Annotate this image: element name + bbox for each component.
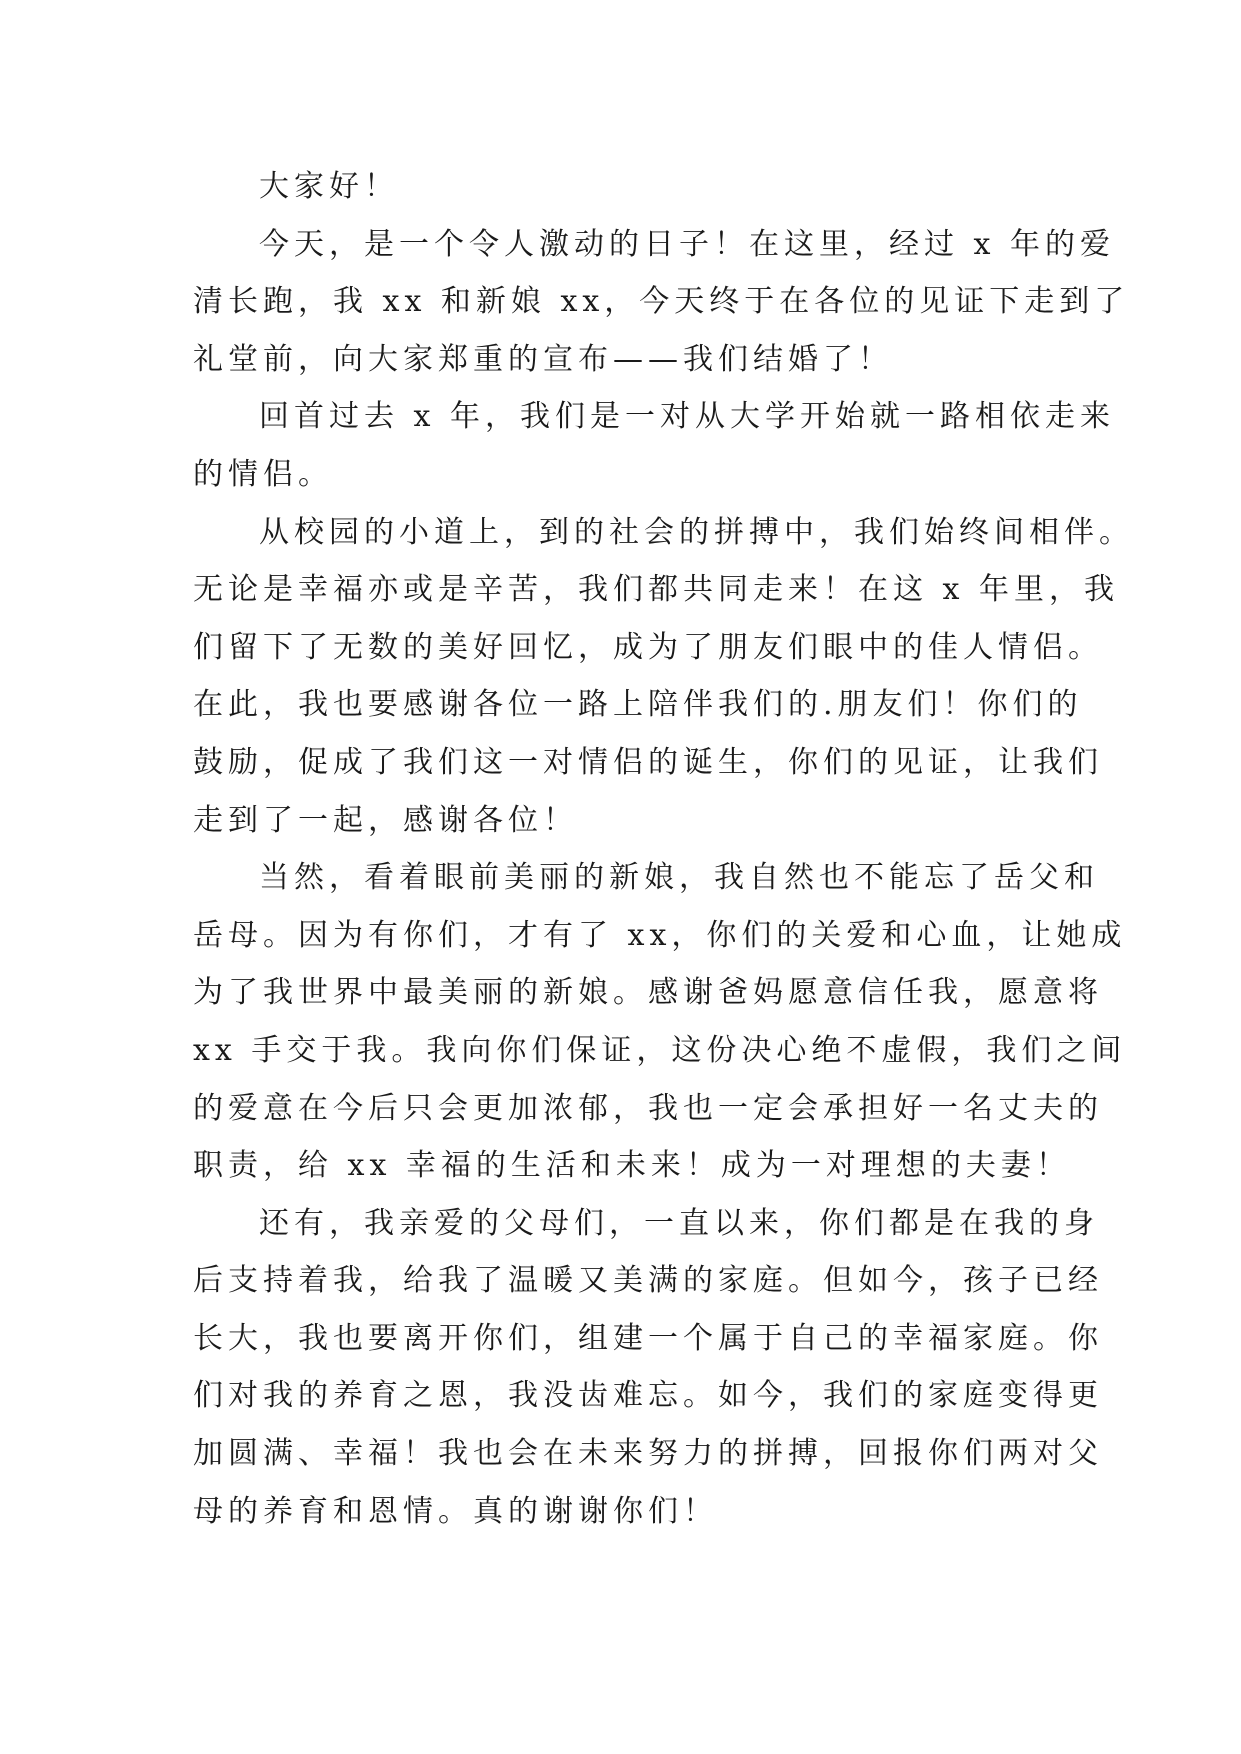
paragraph-2-line-2: 清长跑，我 xx 和新娘 xx，今天终于在各位的见证下走到了 xyxy=(193,284,1130,320)
paragraph-6-line-5: 加圆满、幸福！我也会在未来努力的拼搏，回报你们两对父 xyxy=(193,1436,1103,1472)
paragraph-3-line-1: 回首过去 x 年，我们是一对从大学开始就一路相依走来 xyxy=(259,399,1115,435)
paragraph-5-line-1: 当然，看着眼前美丽的新娘，我自然也不能忘了岳父和 xyxy=(259,860,1099,896)
paragraph-4-line-5: 鼓励，促成了我们这一对情侣的诞生，你们的见证，让我们 xyxy=(193,744,1103,780)
paragraph-6-line-1: 还有，我亲爱的父母们，一直以来，你们都是在我的身 xyxy=(259,1205,1099,1241)
paragraph-4-line-2: 无论是幸福亦或是辛苦，我们都共同走来！在这 x 年里，我 xyxy=(193,572,1119,608)
paragraph-2-line-3: 礼堂前，向大家郑重的宣布——我们结婚了！ xyxy=(193,341,893,377)
paragraph-2-line-1: 今天，是一个令人激动的日子！在这里，经过 x 年的爱 xyxy=(259,226,1115,262)
paragraph-1-line-1: 大家好！ xyxy=(259,169,399,204)
paragraph-5-line-6: 职责，给 xx 幸福的生活和未来！成为一对理想的夫妻！ xyxy=(193,1148,1071,1184)
paragraph-4-line-4: 在此，我也要感谢各位一路上陪伴我们的.朋友们！你们的 xyxy=(193,687,1083,723)
paragraph-5-line-4: xx 手交于我。我向你们保证，这份决心绝不虚假，我们之间 xyxy=(193,1032,1127,1068)
paragraph-6-line-3: 长大，我也要离开你们，组建一个属于自己的幸福家庭。你 xyxy=(193,1320,1103,1356)
paragraph-6-line-4: 们对我的养育之恩，我没齿难忘。如今，我们的家庭变得更 xyxy=(193,1378,1103,1414)
paragraph-4-line-3: 们留下了无数的美好回忆，成为了朋友们眼中的佳人情侣。 xyxy=(193,629,1103,665)
paragraph-6-line-2: 后支持着我，给我了温暖又美满的家庭。但如今，孩子已经 xyxy=(193,1263,1103,1299)
paragraph-3-line-2: 的情侣。 xyxy=(193,456,333,492)
paragraph-5-line-5: 的爱意在今后只会更加浓郁，我也一定会承担好一名丈夫的 xyxy=(193,1090,1103,1126)
paragraph-6-line-6: 母的养育和恩情。真的谢谢你们！ xyxy=(193,1493,718,1529)
speech-text xyxy=(193,158,1134,1540)
paragraph-5-line-3: 为了我世界中最美丽的新娘。感谢爸妈愿意信任我，愿意将 xyxy=(193,975,1103,1011)
paragraph-4-line-1: 从校园的小道上，到的社会的拼搏中，我们始终间相伴。 xyxy=(259,514,1134,550)
paragraph-5-line-2: 岳母。因为有你们，才有了 xx，你们的关爱和心血，让她成 xyxy=(193,917,1127,953)
paragraph-4-line-6: 走到了一起，感谢各位！ xyxy=(193,802,578,838)
